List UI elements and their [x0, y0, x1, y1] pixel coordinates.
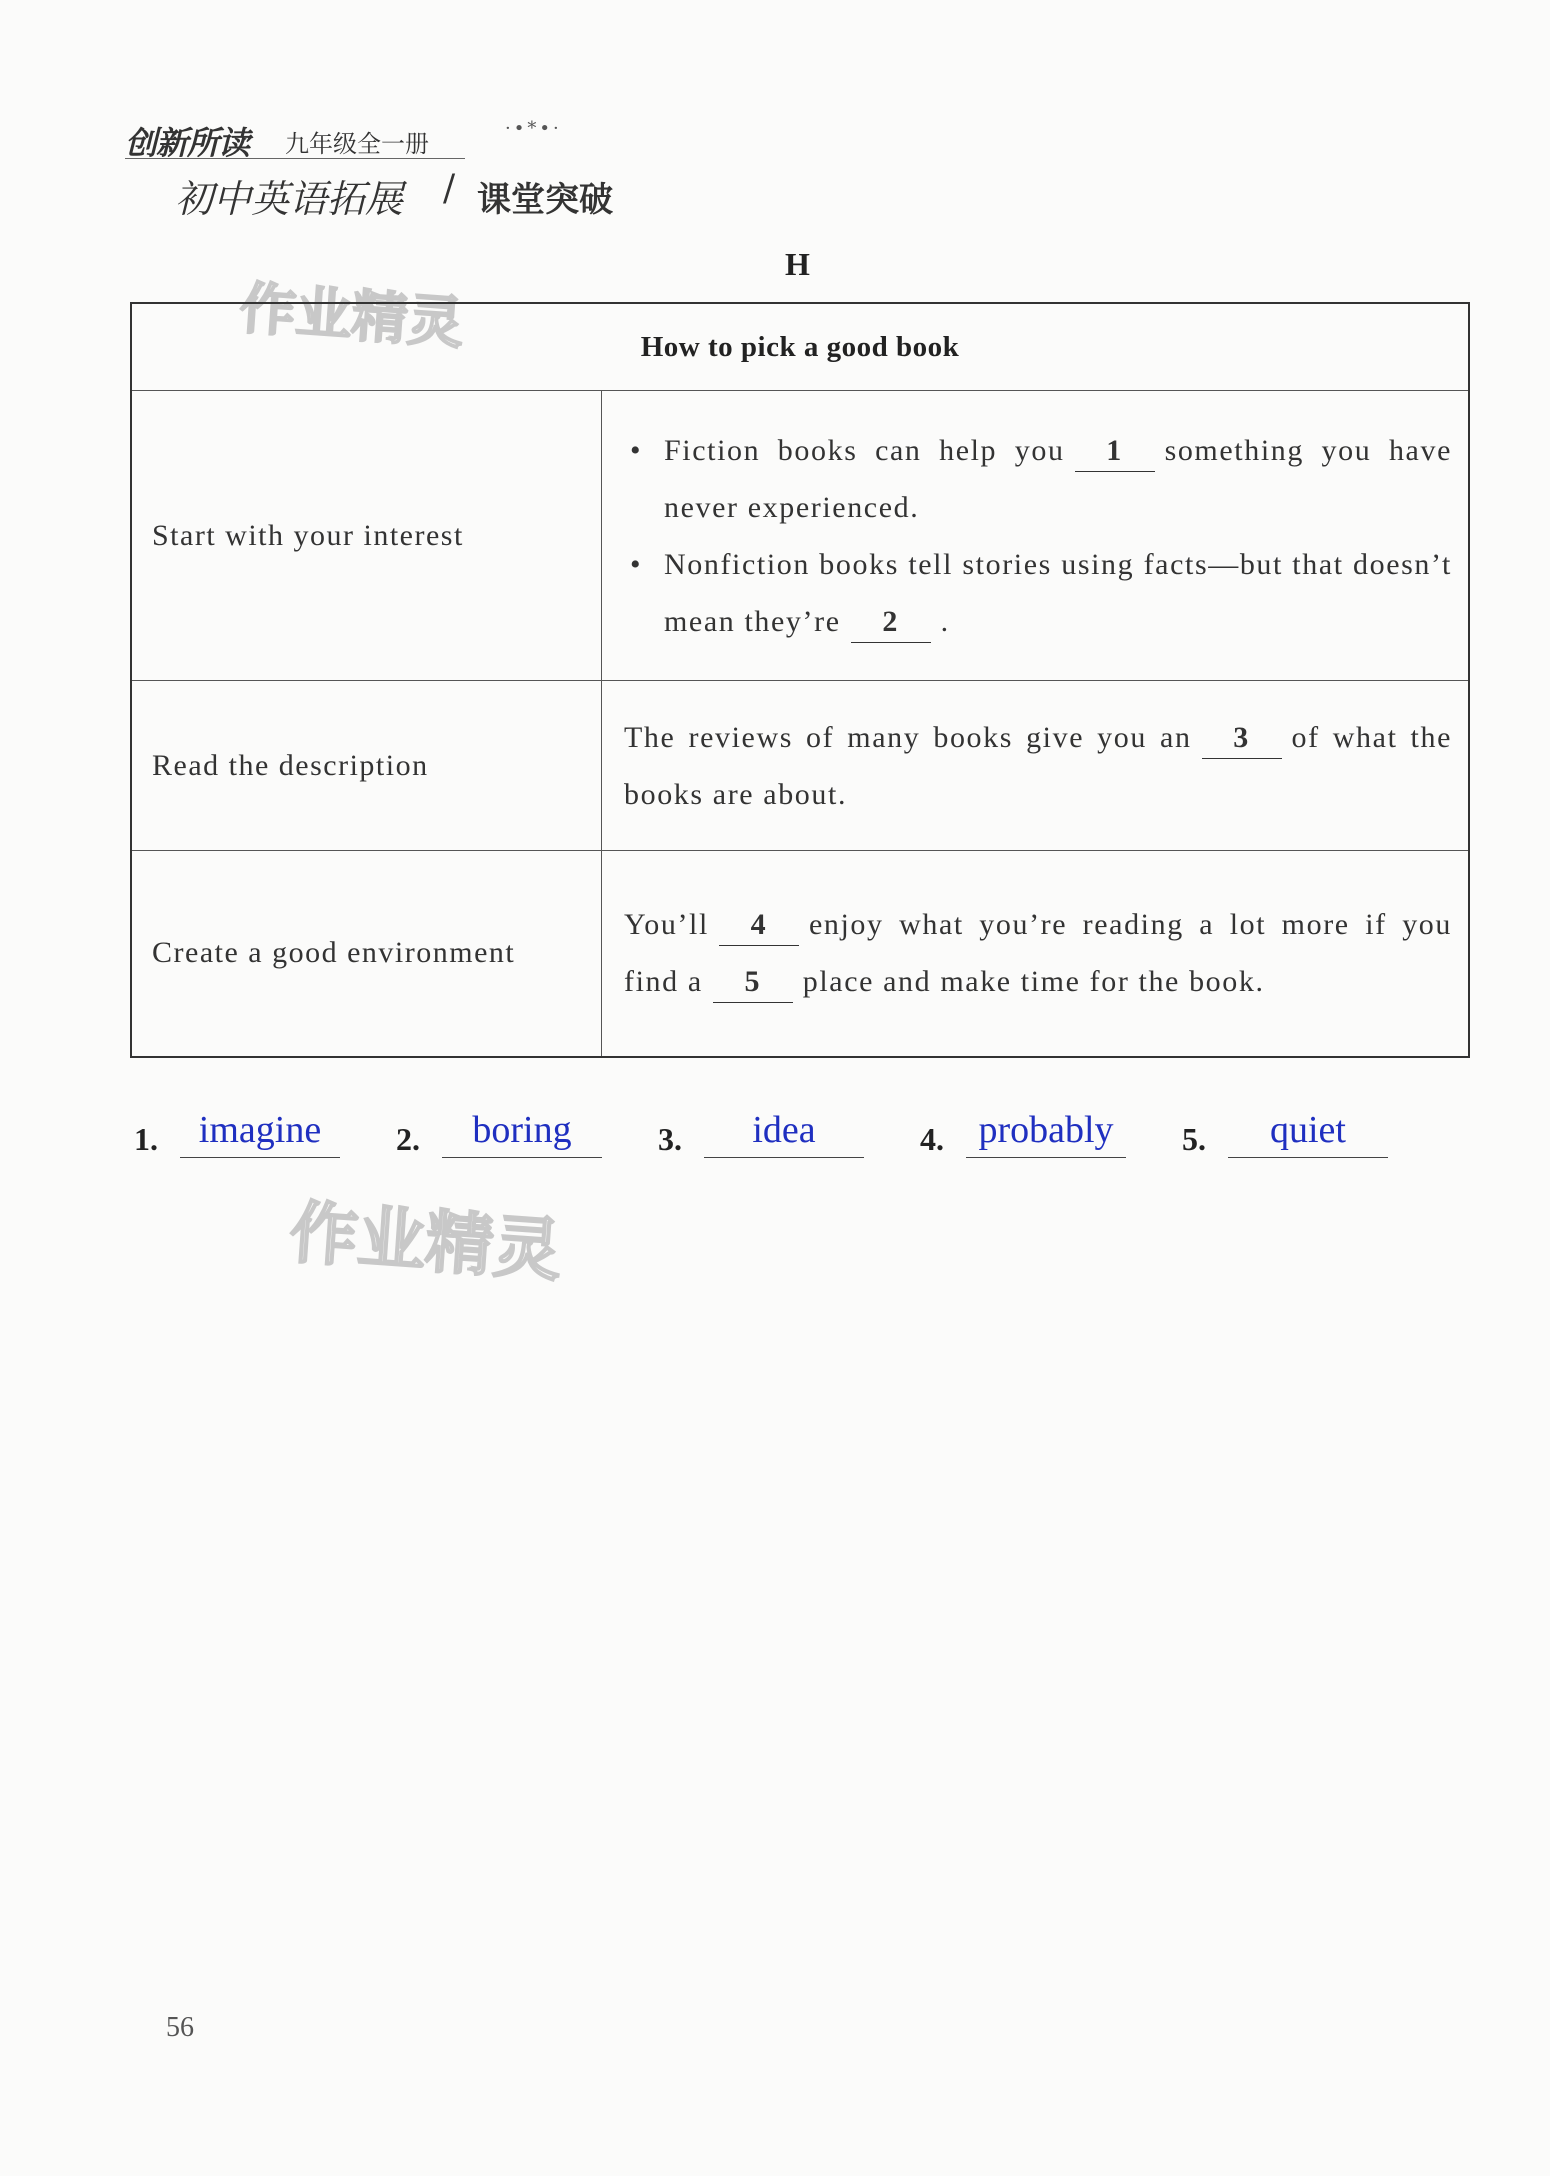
blank-3: 3	[1202, 718, 1282, 759]
blank-4: 4	[719, 905, 799, 946]
answer-text: boring	[472, 1109, 572, 1151]
blank-5: 5	[713, 962, 793, 1003]
answer-line	[442, 1157, 602, 1158]
blank-1: 1	[1075, 431, 1155, 472]
book-header	[125, 118, 645, 221]
course-label: 课堂突破	[477, 180, 613, 220]
book-tips-table	[130, 302, 1470, 1058]
row-content: You’ll 4 enjoy what you’re reading a lot more if you find a 5 place and make time for the book.	[602, 851, 1470, 1057]
answer-text: idea	[752, 1109, 816, 1151]
answer-line	[966, 1157, 1126, 1158]
answer-number: 4.	[920, 1121, 944, 1157]
grade-label: 九年级全一册	[285, 130, 429, 158]
row-content: The reviews of many books give you an 3 of what the books are about.	[602, 681, 1470, 851]
answer-text: imagine	[198, 1109, 322, 1151]
answer-number: 3.	[658, 1121, 682, 1157]
book-subtitle: 初中英语拓展	[175, 177, 404, 221]
stars-ornament: ·•*•·	[505, 118, 562, 139]
header-divider	[125, 158, 465, 159]
row-label: Start with your interest	[131, 391, 602, 681]
answer-text: quiet	[1270, 1109, 1346, 1151]
table-row	[131, 391, 1469, 681]
table-row	[131, 851, 1469, 1057]
watermark: 作业精灵	[287, 1193, 565, 1292]
table-row	[131, 681, 1469, 851]
watermark: 作业精灵	[237, 276, 466, 357]
answer-number: 5.	[1182, 1121, 1206, 1157]
row-content	[602, 391, 1470, 681]
answer-number: 1.	[134, 1121, 158, 1157]
page-number: 56	[166, 2012, 194, 2043]
bullet-item: • Nonfiction books tell stories using facts—but that doesn’t mean they’re 2 .	[624, 536, 1452, 650]
header-slash: /	[443, 168, 456, 209]
answer-row	[134, 1092, 1434, 1172]
answer-number: 2.	[396, 1121, 420, 1157]
section-letter: H	[785, 246, 810, 282]
answer-text: probably	[978, 1109, 1114, 1151]
brand-logo: 创新所读	[125, 124, 250, 162]
row-label: Read the description	[131, 681, 602, 851]
answer-line	[180, 1157, 340, 1158]
blank-2: 2	[851, 602, 931, 643]
row-label: Create a good environment	[131, 851, 602, 1057]
bullet-item: • Fiction books can help you 1 something you have never experienced.	[624, 422, 1452, 536]
answer-line	[704, 1157, 864, 1158]
table-title: How to pick a good book	[131, 303, 1469, 391]
answer-line	[1228, 1157, 1388, 1158]
